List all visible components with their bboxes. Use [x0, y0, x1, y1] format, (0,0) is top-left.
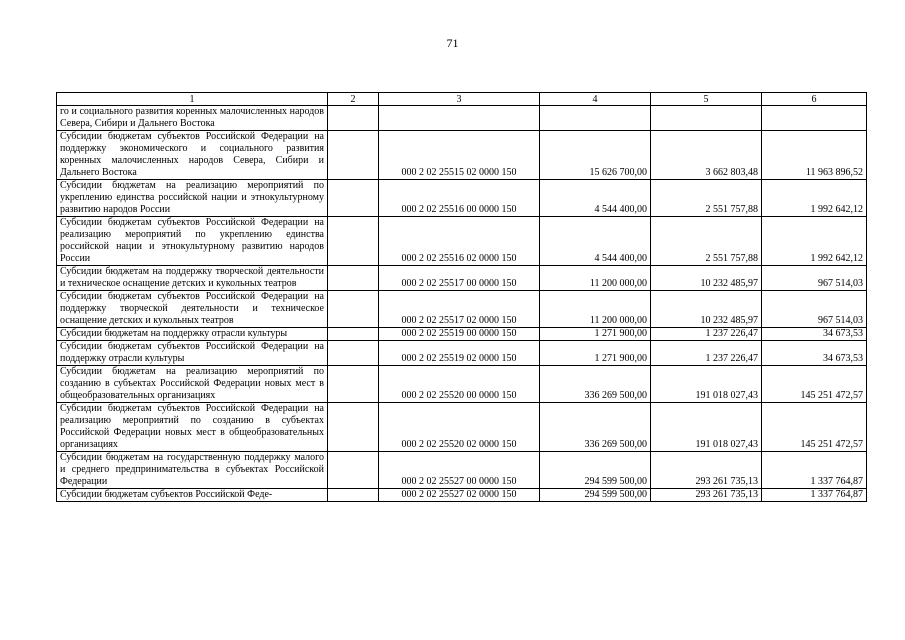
- row-executed-amount: 10 232 485,97: [651, 291, 762, 328]
- row-budget-code: 000 2 02 25517 02 0000 150: [379, 291, 540, 328]
- row-column-2: [328, 266, 379, 291]
- row-executed-amount: 1 237 226,47: [651, 328, 762, 341]
- row-remaining-amount: 1 337 764,87: [762, 452, 867, 489]
- row-description: Субсидии бюджетам субъектов Российской Федерации на поддержку отрасли культуры: [57, 341, 328, 366]
- row-executed-amount: 191 018 027,43: [651, 403, 762, 452]
- row-approved-amount: 1 271 900,00: [540, 341, 651, 366]
- row-description: Субсидии бюджетам субъектов Российской Федерации на реализацию мероприятий по укреплению единства российской нации и этнокультурному развитию народов России: [57, 217, 328, 266]
- table-row: [57, 341, 867, 366]
- row-column-2: [328, 328, 379, 341]
- row-remaining-amount: 11 963 896,52: [762, 131, 867, 180]
- row-remaining-amount: 1 992 642,12: [762, 180, 867, 217]
- row-budget-code: 000 2 02 25519 02 0000 150: [379, 341, 540, 366]
- row-remaining-amount: 145 251 472,57: [762, 403, 867, 452]
- row-approved-amount: 11 200 000,00: [540, 291, 651, 328]
- table-row: [57, 403, 867, 452]
- row-description: Субсидии бюджетам на поддержку отрасли культуры: [57, 328, 328, 341]
- row-budget-code: 000 2 02 25520 02 0000 150: [379, 403, 540, 452]
- row-executed-amount: 2 551 757,88: [651, 180, 762, 217]
- row-budget-code: [379, 106, 540, 131]
- row-remaining-amount: 967 514,03: [762, 266, 867, 291]
- row-approved-amount: 336 269 500,00: [540, 403, 651, 452]
- page-number: 71: [446, 36, 459, 50]
- table-row: [57, 328, 867, 341]
- table-header-row: [57, 93, 867, 106]
- row-executed-amount: 2 551 757,88: [651, 217, 762, 266]
- row-budget-code: 000 2 02 25515 02 0000 150: [379, 131, 540, 180]
- row-column-2: [328, 291, 379, 328]
- column-header: 3: [379, 93, 540, 106]
- row-description: Субсидии бюджетам субъектов Российской Федерации на реализацию мероприятий по созданию в субъектах Российской Федерации новых мест в общеобразовательных организациях: [57, 403, 328, 452]
- table-row: [57, 366, 867, 403]
- row-column-2: [328, 452, 379, 489]
- row-executed-amount: 3 662 803,48: [651, 131, 762, 180]
- budget-table: [56, 92, 867, 502]
- table-row: [57, 266, 867, 291]
- table-body: [57, 106, 867, 502]
- column-header: 5: [651, 93, 762, 106]
- row-remaining-amount: 34 673,53: [762, 341, 867, 366]
- row-column-2: [328, 217, 379, 266]
- row-approved-amount: 336 269 500,00: [540, 366, 651, 403]
- row-column-2: [328, 366, 379, 403]
- row-budget-code: 000 2 02 25527 00 0000 150: [379, 452, 540, 489]
- row-budget-code: 000 2 02 25516 00 0000 150: [379, 180, 540, 217]
- row-executed-amount: 293 261 735,13: [651, 489, 762, 502]
- row-approved-amount: 294 599 500,00: [540, 489, 651, 502]
- column-header: 2: [328, 93, 379, 106]
- row-description: Субсидии бюджетам на поддержку творческой деятельности и техническое оснащение детских и кукольных театров: [57, 266, 328, 291]
- row-column-2: [328, 106, 379, 131]
- row-budget-code: 000 2 02 25520 00 0000 150: [379, 366, 540, 403]
- row-remaining-amount: [762, 106, 867, 131]
- row-executed-amount: 293 261 735,13: [651, 452, 762, 489]
- column-header: 6: [762, 93, 867, 106]
- row-description: Субсидии бюджетам на реализацию мероприятий по укреплению единства российской нации и этнокультурному развитию народов России: [57, 180, 328, 217]
- table-row: [57, 489, 867, 502]
- column-header: 1: [57, 93, 328, 106]
- table-row: [57, 452, 867, 489]
- row-executed-amount: 191 018 027,43: [651, 366, 762, 403]
- row-description: Субсидии бюджетам на реализацию мероприятий по созданию в субъектах Российской Федерации новых мест в общеобразовательных организациях: [57, 366, 328, 403]
- table-row: [57, 106, 867, 131]
- table-row: [57, 131, 867, 180]
- row-executed-amount: [651, 106, 762, 131]
- row-remaining-amount: 1 337 764,87: [762, 489, 867, 502]
- table-row: [57, 291, 867, 328]
- row-budget-code: 000 2 02 25527 02 0000 150: [379, 489, 540, 502]
- row-description: Субсидии бюджетам на государственную поддержку малого и среднего предпринимательства в субъектах Российской Федерации: [57, 452, 328, 489]
- row-approved-amount: [540, 106, 651, 131]
- row-column-2: [328, 489, 379, 502]
- row-approved-amount: 4 544 400,00: [540, 217, 651, 266]
- table-row: [57, 217, 867, 266]
- row-budget-code: 000 2 02 25519 00 0000 150: [379, 328, 540, 341]
- row-column-2: [328, 403, 379, 452]
- row-description: Субсидии бюджетам субъектов Российской Феде-: [57, 489, 328, 502]
- row-column-2: [328, 180, 379, 217]
- table-row: [57, 180, 867, 217]
- row-approved-amount: 4 544 400,00: [540, 180, 651, 217]
- row-remaining-amount: 145 251 472,57: [762, 366, 867, 403]
- row-budget-code: 000 2 02 25516 02 0000 150: [379, 217, 540, 266]
- row-executed-amount: 10 232 485,97: [651, 266, 762, 291]
- row-approved-amount: 15 626 700,00: [540, 131, 651, 180]
- row-description: Субсидии бюджетам субъектов Российской Федерации на поддержку творческой деятельности и техническое оснащение детских и кукольных театров: [57, 291, 328, 328]
- row-executed-amount: 1 237 226,47: [651, 341, 762, 366]
- row-approved-amount: 1 271 900,00: [540, 328, 651, 341]
- row-approved-amount: 294 599 500,00: [540, 452, 651, 489]
- row-approved-amount: 11 200 000,00: [540, 266, 651, 291]
- row-column-2: [328, 341, 379, 366]
- row-remaining-amount: 967 514,03: [762, 291, 867, 328]
- row-column-2: [328, 131, 379, 180]
- row-budget-code: 000 2 02 25517 00 0000 150: [379, 266, 540, 291]
- row-description: го и социального развития коренных малочисленных народов Севера, Сибири и Дальнего Востока: [57, 106, 328, 131]
- column-header: 4: [540, 93, 651, 106]
- row-remaining-amount: 1 992 642,12: [762, 217, 867, 266]
- row-remaining-amount: 34 673,53: [762, 328, 867, 341]
- row-description: Субсидии бюджетам субъектов Российской Федерации на поддержку экономического и социального развития коренных малочисленных народов Севера, Сибири и Дальнего Востока: [57, 131, 328, 180]
